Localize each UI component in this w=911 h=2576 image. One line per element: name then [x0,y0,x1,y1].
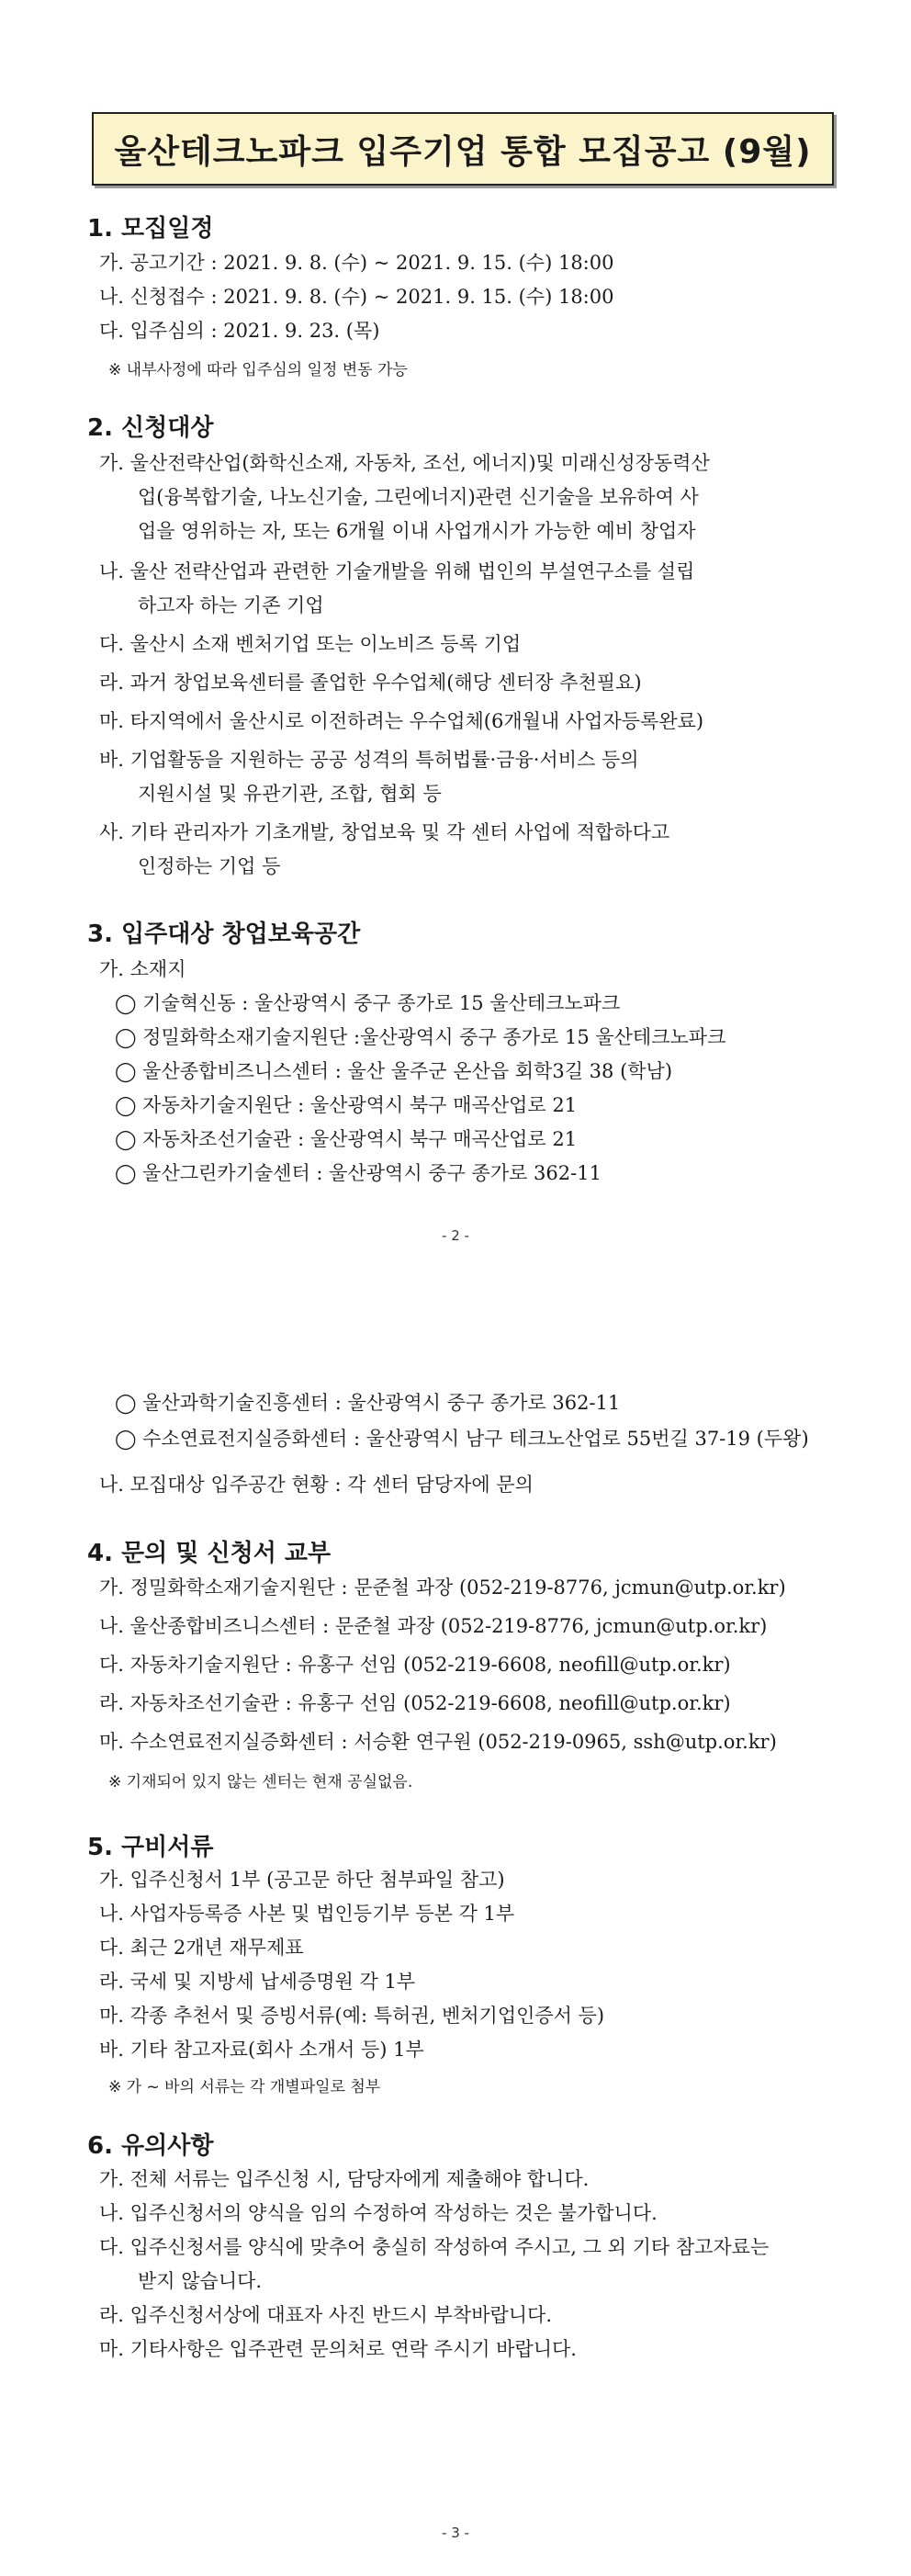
s2-line: 다. 울산시 소재 벤처기업 또는 이노비즈 등록 기업 [99,633,522,655]
s6-line: 다. 입주신청서를 양식에 맞추어 충실히 작성하여 주시고, 그 외 기타 참고자료는 [99,2236,770,2258]
s3-sub-a: 가. 소재지 [99,958,186,980]
s2-line: 업을 영위하는 자, 또는 6개월 이내 사업개시가 가능한 예비 창업자 [138,520,696,542]
s2-line: 나. 울산 전략산업과 관련한 기술개발을 위해 법인의 부설연구소를 설립 [99,560,695,582]
s4-item: 가. 정밀화학소재기술지원단 : 문준철 과장 (052-219-8776, jcmun@utp.or.kr) [99,1576,786,1599]
section-5-heading: 5. 구비서류 [87,1834,214,1861]
s6-line: 가. 전체 서류는 입주신청 시, 담당자에게 제출해야 합니다. [99,2168,590,2190]
s5-item: 나. 사업자등록증 사본 및 법인등기부 등본 각 1부 [99,1903,515,1925]
s5-note: ※ 가 ~ 바의 서류는 각 개별파일로 첨부 [108,2078,381,2096]
s5-item: 라. 국세 및 지방세 납세증명원 각 1부 [99,1971,416,1993]
s2-line: 바. 기업활동을 지원하는 공공 성격의 특허법률·금융·서비스 등의 [99,749,639,771]
location-item: ◯ 정밀화학소재기술지원단 :울산광역시 중구 종가로 15 울산테크노파크 [115,1026,726,1048]
s2-line: 마. 타지역에서 울산시로 이전하려는 우수업체(6개월내 사업자등록완료) [99,710,704,732]
s6-line: 마. 기타사항은 입주관련 문의처로 연락 주시기 바랍니다. [99,2338,577,2360]
s1-item: 나. 신청접수 : 2021. 9. 8. (수) ~ 2021. 9. 15. (수) 18:00 [99,286,614,308]
s4-item: 마. 수소연료전지실증화센터 : 서승환 연구원 (052-219-0965, ssh@utp.or.kr) [99,1731,777,1753]
section-1-heading: 1. 모집일정 [87,215,214,243]
s4-item: 라. 자동차조선기술관 : 유홍구 선임 (052-219-6608, neofill@utp.or.kr) [99,1692,731,1714]
s2-line: 하고자 하는 기존 기업 [138,594,324,616]
section-6-heading: 6. 유의사항 [87,2132,214,2160]
section-3-heading: 3. 입주대상 창업보육공간 [87,921,361,948]
s4-item: 나. 울산종합비즈니스센터 : 문준철 과장 (052-219-8776, jcmun@utp.or.kr) [99,1615,768,1637]
s2-line: 가. 울산전략산업(화학신소재, 자동차, 조선, 에너지)및 미래신성장동력산 [99,452,710,474]
s1-note: ※ 내부사정에 따라 입주심의 일정 변동 가능 [108,361,408,379]
s4-note: ※ 기재되어 있지 않는 센터는 현재 공실없음. [108,1773,413,1791]
s2-line: 인정하는 기업 등 [138,855,281,877]
location-item: ◯ 울산종합비즈니스센터 : 울산 울주군 온산읍 회학3길 38 (학남) [115,1060,673,1082]
page-number: - 3 - [442,2525,469,2541]
title-box [92,112,834,186]
s1-item: 다. 입주심의 : 2021. 9. 23. (목) [99,320,380,342]
s3-sub-b: 나. 모집대상 입주공간 현황 : 각 센터 담당자에 문의 [99,1474,534,1496]
page-2 [0,0,911,1286]
location-item: ◯ 자동차조선기술관 : 울산광역시 북구 매곡산업로 21 [115,1128,578,1150]
s2-line: 라. 과거 창업보육센터를 졸업한 우수업체(해당 센터장 추천필요) [99,672,642,694]
s5-item: 다. 최근 2개년 재무제표 [99,1937,304,1959]
page-title: 울산테크노파크 입주기업 통합 모집공고 (9월) [114,132,812,171]
s2-line: 지원시설 및 유관기관, 조합, 협회 등 [138,783,442,805]
section-2-heading: 2. 신청대상 [87,414,214,442]
s5-item: 바. 기타 참고자료(회사 소개서 등) 1부 [99,2039,424,2061]
s5-item: 가. 입주신청서 1부 (공고문 하단 첨부파일 참고) [99,1869,505,1891]
s2-line: 업(융복합기술, 나노신기술, 그린에너지)관련 신기술을 보유하여 사 [138,486,699,508]
location-item: ◯ 울산그린카기술센터 : 울산광역시 중구 종가로 362-11 [115,1162,602,1184]
page-3 [0,1286,911,2576]
location-item: ◯ 자동차기술지원단 : 울산광역시 북구 매곡산업로 21 [115,1094,578,1116]
location-item: ◯ 울산과학기술진흥센터 : 울산광역시 중구 종가로 362-11 [115,1392,621,1414]
s4-item: 다. 자동차기술지원단 : 유홍구 선임 (052-219-6608, neofill@utp.or.kr) [99,1654,731,1676]
s5-item: 마. 각종 추천서 및 증빙서류(예: 특허권, 벤처기업인증서 등) [99,2005,605,2027]
location-item: ◯ 수소연료전지실증화센터 : 울산광역시 남구 테크노산업로 55번길 37-19 (두왕) [115,1428,809,1450]
s6-line: 받지 않습니다. [138,2270,263,2292]
location-item: ◯ 기술혁신동 : 울산광역시 중구 종가로 15 울산테크노파크 [115,992,621,1014]
page-number: - 2 - [442,1227,469,1244]
s6-line: 나. 입주신청서의 양식을 임의 수정하여 작성하는 것은 불가합니다. [99,2202,658,2224]
s2-line: 사. 기타 관리자가 기초개발, 창업보육 및 각 센터 사업에 적합하다고 [99,821,670,843]
section-4-heading: 4. 문의 및 신청서 교부 [87,1540,332,1567]
s1-item: 가. 공고기간 : 2021. 9. 8. (수) ~ 2021. 9. 15. (수) 18:00 [99,252,614,274]
s6-line: 라. 입주신청서상에 대표자 사진 반드시 부착바랍니다. [99,2304,553,2326]
